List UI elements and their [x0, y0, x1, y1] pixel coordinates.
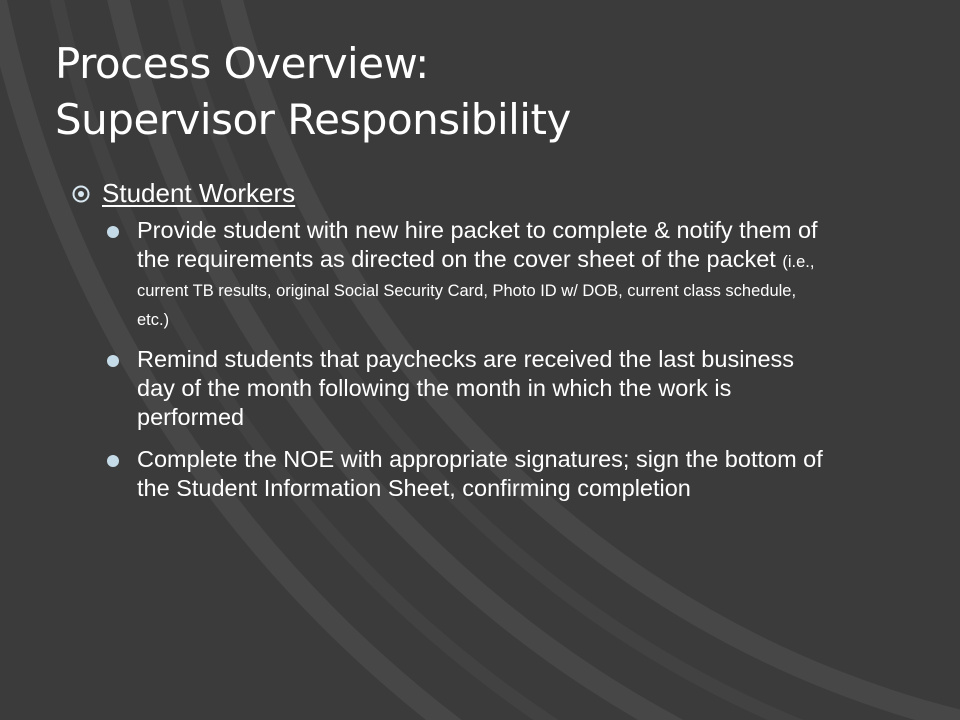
title-line-1: Process Overview:	[55, 39, 429, 88]
list-item	[72, 216, 932, 332]
list-item-text: Complete the NOE with appropriate signatures; sign the bottom of the Student Information Sheet, confirming completion	[137, 446, 823, 501]
bullet-dot-icon	[107, 455, 119, 467]
list-item-text: Remind students that paychecks are received the last business day of the month following the month in which the work is performed	[137, 346, 795, 430]
responsibility-list	[72, 216, 932, 503]
list-item	[72, 345, 932, 432]
title-line-2: Supervisor Responsibility	[55, 95, 571, 144]
section-heading	[72, 176, 932, 210]
section-label: Student Workers	[102, 178, 296, 208]
list-item	[72, 445, 932, 503]
page-title	[55, 36, 935, 148]
slide-content	[72, 176, 932, 516]
target-bullet-icon	[72, 176, 102, 210]
list-item-text	[137, 216, 827, 332]
item-main-text: Provide student with new hire packet to complete & notify them of the requirements as directed on the cover sheet of the packet	[137, 217, 818, 272]
bullet-dot-icon	[107, 226, 119, 238]
item-note: (i.e., current TB results, original Social Security Card, Photo ID w/ DOB, current class schedule, etc.)	[137, 253, 815, 329]
bullet-dot-icon	[107, 355, 119, 367]
